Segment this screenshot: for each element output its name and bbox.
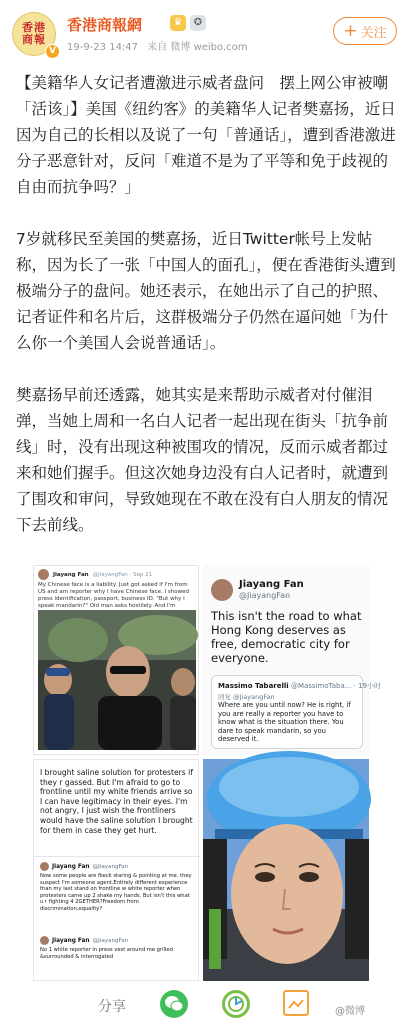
quoted-author: Massimo Tabarelli [218, 682, 289, 690]
watermark: @微博 [335, 1006, 365, 1017]
account-name[interactable]: 香港商報網 [67, 16, 143, 34]
moments-icon[interactable] [222, 990, 250, 1018]
post-meta [67, 38, 254, 53]
tweet-author: Jiayang Fan [52, 937, 90, 944]
medal-icon: ✪ [190, 15, 206, 31]
member-badges [170, 15, 206, 31]
avatar [40, 862, 49, 871]
follow-label: 关注 [360, 25, 387, 41]
tweet-header [34, 566, 198, 580]
post-source: 来自 微博 weibo.com [147, 42, 248, 53]
divider [34, 856, 200, 857]
thread-tweet [40, 936, 194, 960]
post-time: 19-9-23 14:47 [67, 42, 139, 53]
image-grid [33, 565, 382, 983]
image-selfie-photo[interactable] [203, 759, 369, 981]
tweet-text: My Chinese face is a liability. Just got asked if I'm from US and am reporter why I have Chinese face. I showed press identification, passport, business ID. "But why I speak mandarin?" Old man asks hostilely. And I'm [38, 582, 190, 609]
video-frame [38, 610, 196, 750]
avatar [38, 569, 49, 580]
street-scene-illustration [38, 610, 196, 750]
vip-crown-icon: ♛ [170, 15, 186, 31]
tweet-handle: @JiayangFan [239, 591, 291, 600]
thread-tweet [40, 862, 194, 913]
image-tweet-quote[interactable] [203, 565, 382, 755]
reply-to: 回复 @JiayangFan [218, 693, 275, 701]
quoted-text: Where are you until now? He is right, if you are really a reporter you have to know what is the situation there. You dare to speak mandarin, so you deserved it. [218, 701, 351, 744]
avatar [40, 936, 49, 945]
selfie-illustration [203, 759, 369, 981]
tweet-text: This isn't the road to what Hong Kong deserves as free, democratic city for everyone. [211, 609, 362, 665]
follow-button[interactable] [333, 17, 397, 45]
tweet-header [40, 862, 194, 871]
paragraph: 樊嘉扬早前还透露，她其实是来帮助示威者对付催泪弹，当她上周和一名白人记者一起出现在街头「抗争前线」时，没有出现这种被围攻的情况，反而示威者都过来和她们握手。但这次她身边没有白人记者时，就遭到了围攻和审问，导致她现在不敢在没有白人朋友的情况下去前线。 [16, 386, 389, 534]
save-image-icon[interactable] [283, 990, 309, 1016]
avatar [211, 579, 233, 601]
quoted-handle: @MassimoTaba... · 19小时 [290, 682, 382, 690]
quoted-tweet [211, 675, 382, 749]
tweet-text: I brought saline solution for protesters if they r gassed. But I'm afraid to go to frontline until my white friends arrive so I can have legitimacy in their eyes. I'm not angry, I just wish the frontliners would have the saline solution I brought for them in case they get hurt. [40, 768, 193, 835]
paragraph: 7岁就移民至美国的樊嘉扬，近日Twitter帐号上发帖称，因为长了一张「中国人的面孔」，便在香港街头遭到极端分子的盘问。她还表示，在她出示了自己的护照、记者证件和名片后，这群极端分子仍然在逼问她「为什么你一个美国人会说普通话」。 [16, 230, 396, 352]
wechat-icon[interactable] [160, 990, 188, 1018]
post-body [16, 70, 400, 564]
tweet-author: Jiayang Fan [53, 571, 89, 578]
bottom-share-bar [0, 988, 410, 1028]
tweet-handle: @JiayangFan [92, 937, 129, 944]
quoted-tweet-header [218, 681, 382, 691]
verified-badge-icon: V [45, 44, 60, 59]
tweet-author: Jiayang Fan [239, 579, 304, 590]
tweet-text: No 1 white reporter in press vest around me grilled &surrounded & interrogated [40, 947, 173, 960]
avatar-logo-text: 香港商報 [22, 21, 46, 46]
tweet-handle: @JiayangFan [92, 863, 129, 870]
tweet-handle: @JiayangFan · Sep 21 [92, 571, 153, 578]
plus-icon: + [343, 20, 358, 41]
tweet-header [40, 936, 194, 945]
image-tweet-video[interactable] [33, 565, 199, 755]
post-header [0, 0, 410, 62]
share-label: 分享 [98, 999, 126, 1015]
image-tweet-thread[interactable] [33, 759, 199, 981]
tweet-text: Now some people are fkeck staring & pointing at me. they suspect I'm someone agent.Entirely different experience than my last stand on frontline w white reporter when protesters came up 2 shake my hands. But isn't this what u r fighting 4 2GETHER?Freedom from discrimination,equality? [40, 873, 192, 912]
tweet-author: Jiayang Fan [52, 863, 90, 870]
paragraph: 【美籍华人女记者遭激进示威者盘问 摆上网公审被嘲「活该」】美国《纽约客》的美籍华人记者樊嘉扬，近日因为自己的长相以及说了一句「普通话」，遭到香港激进分子恶意针对，反问「难道不是为了平等和免于歧视的自由而抗争吗？」 [16, 74, 396, 196]
